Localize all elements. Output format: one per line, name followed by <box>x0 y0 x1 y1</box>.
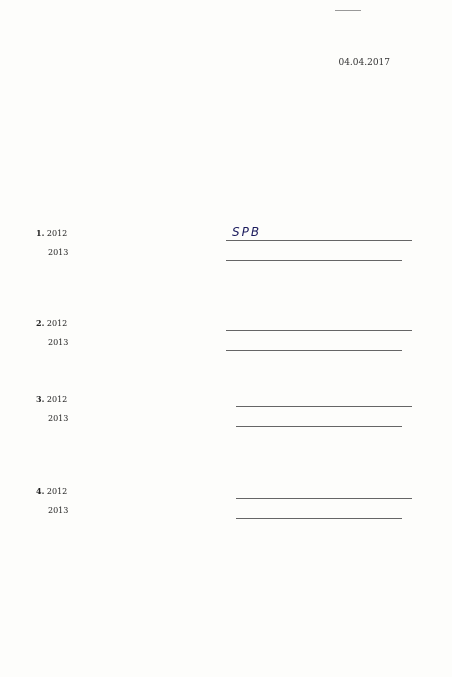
prize-description <box>48 436 432 448</box>
closing-line <box>22 600 438 611</box>
award-row <box>36 316 432 336</box>
award-year: 2013 <box>48 414 69 423</box>
award-year: 2012 <box>46 395 68 404</box>
intro-line <box>22 84 438 95</box>
handwritten-name <box>226 335 402 351</box>
closing-line <box>22 628 438 639</box>
award-row <box>48 246 432 266</box>
intro-line <box>22 162 438 173</box>
intro-line <box>22 214 438 225</box>
award-year: 2013 <box>48 338 69 347</box>
date-line <box>338 58 390 68</box>
handwritten-name <box>236 503 402 519</box>
award-row <box>36 484 432 504</box>
award-year: 2012 <box>46 487 68 496</box>
award-year: 2012 <box>46 229 68 238</box>
intro-line <box>22 123 438 134</box>
award-block-3 <box>36 392 432 448</box>
award-row <box>36 226 432 246</box>
handwritten-name: SPB <box>226 225 412 241</box>
intro-line <box>22 201 438 212</box>
award-number: 4. <box>36 486 45 496</box>
award-year: 2013 <box>48 506 69 515</box>
award-row <box>48 504 432 524</box>
award-row <box>48 412 432 432</box>
handwritten-name <box>226 315 412 331</box>
handwritten-name <box>236 411 402 427</box>
award-block-2 <box>36 316 432 372</box>
award-year: 2012 <box>46 319 68 328</box>
closing-line <box>22 642 438 653</box>
intro-line <box>22 97 438 108</box>
intro-line <box>22 136 438 147</box>
award-block-1 <box>36 226 432 282</box>
award-year: 2013 <box>48 248 69 257</box>
corner-mark <box>335 2 361 11</box>
award-row <box>36 392 432 412</box>
award-number: 1. <box>36 228 45 238</box>
award-block-4 <box>36 484 432 540</box>
intro-line <box>22 175 438 186</box>
award-number: 2. <box>36 318 45 328</box>
closing-line <box>22 572 438 583</box>
handwritten-name <box>236 391 412 407</box>
prize-description <box>48 528 432 540</box>
handwritten-name <box>236 483 412 499</box>
prize-description <box>48 270 432 282</box>
award-number: 3. <box>36 394 45 404</box>
closing-line <box>22 614 438 625</box>
award-row <box>48 336 432 356</box>
intro-line <box>22 110 438 121</box>
handwritten-name <box>226 245 402 261</box>
date-value: 04.04.2017 <box>338 58 390 68</box>
closing-line <box>22 557 438 568</box>
prize-description <box>48 360 432 372</box>
intro-line <box>22 149 438 160</box>
intro-line <box>22 188 438 199</box>
